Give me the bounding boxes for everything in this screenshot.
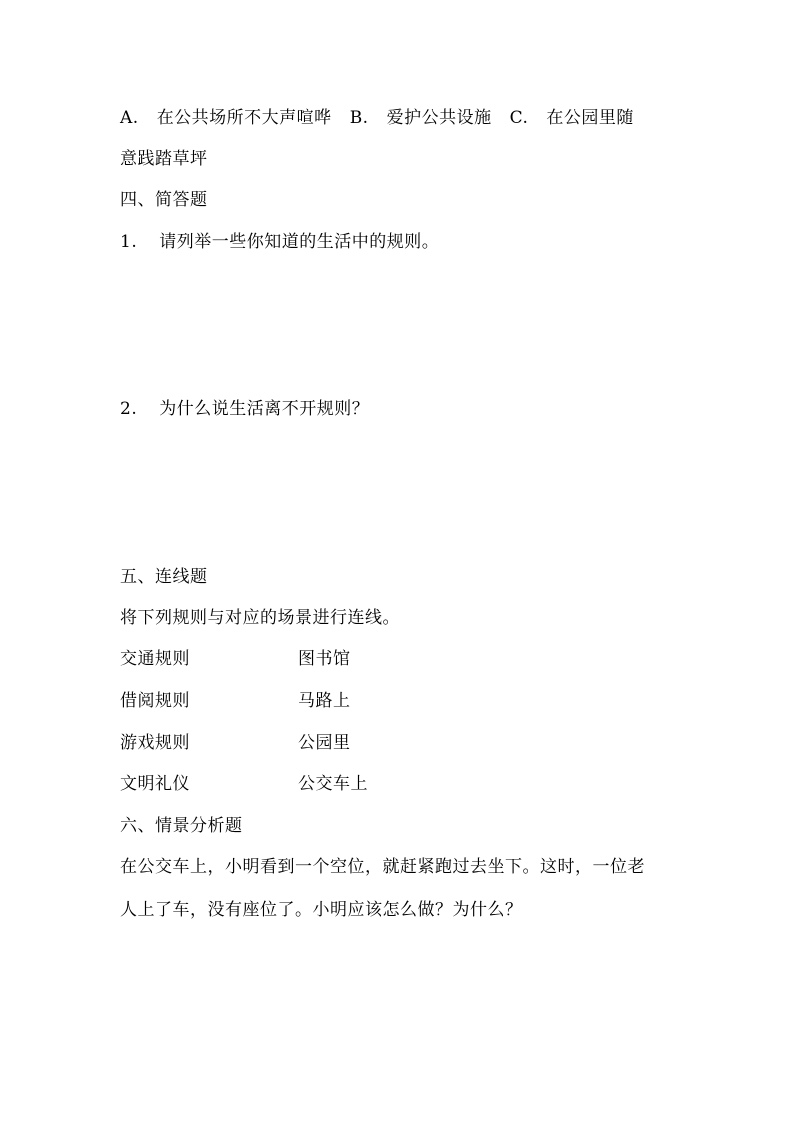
option-b-text: 爱护公共设施 — [386, 108, 492, 128]
matching-right-item: 公园里 — [298, 733, 351, 753]
question-text: 请列举一些你知道的生活中的规则。 — [159, 232, 440, 252]
matching-left-item: 交通规则 — [120, 649, 190, 669]
option-a-letter: A. — [120, 108, 139, 128]
matching-right-item: 马路上 — [298, 691, 351, 711]
question-item — [120, 230, 439, 254]
choice-options-line — [120, 106, 634, 130]
matching-right-item: 公交车上 — [298, 774, 368, 794]
scenario-text-line-1: 在公交车上，小明看到一个空位，就赶紧跑过去坐下。这时，一位老 — [120, 857, 645, 877]
scenario-text-line-2: 人上了车，没有座位了。小明应该怎么做？为什么？ — [120, 900, 523, 920]
option-c-letter: C. — [509, 108, 529, 128]
option-c-continued: 意践踏草坪 — [120, 149, 208, 169]
matching-right-item: 图书馆 — [298, 649, 351, 669]
matching-instruction: 将下列规则与对应的场景进行连线。 — [120, 608, 400, 628]
matching-left-item: 文明礼仪 — [120, 774, 190, 794]
question-item — [120, 397, 369, 421]
question-text: 为什么说生活离不开规则？ — [159, 399, 370, 419]
question-number: 2. — [120, 399, 138, 419]
section-heading-short-answer: 四、简答题 — [120, 190, 208, 210]
section-heading-scenario: 六、情景分析题 — [120, 816, 243, 836]
section-heading-matching: 五、连线题 — [120, 567, 208, 587]
option-a-text: 在公共场所不大声喧哗 — [156, 108, 332, 128]
matching-left-item: 游戏规则 — [120, 733, 190, 753]
option-b-letter: B. — [349, 108, 369, 128]
option-c-text: 在公园里随 — [546, 108, 634, 128]
question-number: 1. — [120, 232, 138, 252]
matching-left-item: 借阅规则 — [120, 691, 190, 711]
